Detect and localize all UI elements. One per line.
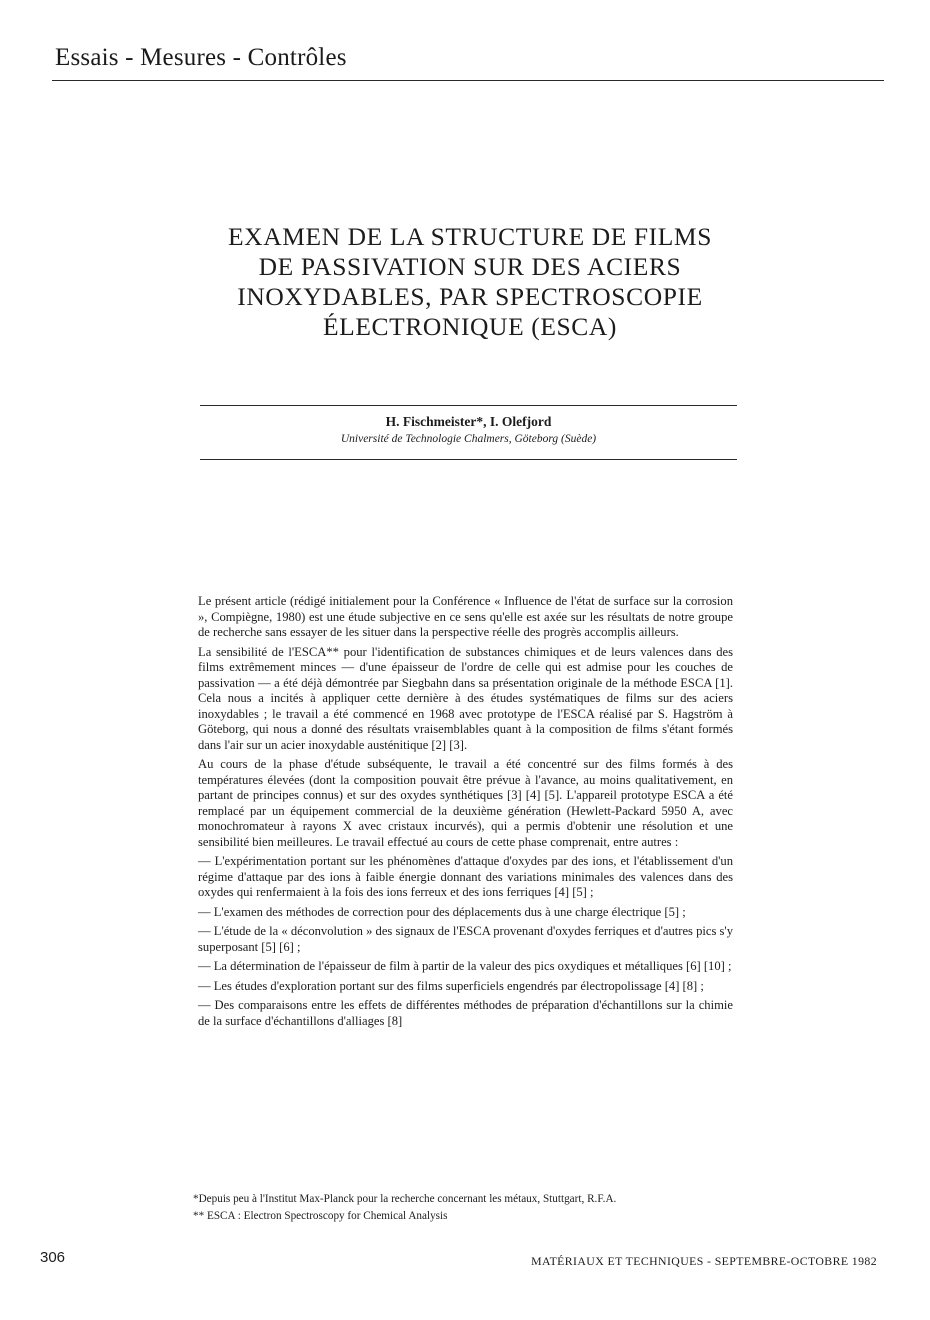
body-paragraph: Au cours de la phase d'étude subséquente, le travail a été concentré sur des films formés à des températures élevées (dont la composition pouvait être prévue à l'avance, au moins qualitativement, en partant de principes connus) et sur des oxydes synthétiques [3] [4] [5]. L'appareil prototype ESCA a été remplacé par un équipement commercial de la deuxième génération (Hewlett-Packard 5950 A, avec monochromateur à rayons X avec cristaux incurvés), qui a permis d'obtenir une résolution et une sensibilité bien meilleures. Le travail effectué au cours de cette phase comprenait, entre autres : bbox=[198, 757, 733, 849]
footnotes bbox=[193, 1191, 753, 1225]
body-paragraph: La sensibilité de l'ESCA** pour l'identification de substances chimiques et de leurs valences dans des films extrêmement minces — d'une épaisseur de l'ordre de celle qui est admise pour les couches de passivation — a été déjà démontrée par Siegbahn dans sa présentation originale de la méthode ESCA [1]. Cela nous a incités à appliquer cette dernière à des études systématiques de films sur des aciers inoxydables ; le travail a été commencé en 1968 avec prototype de l'ESCA réalisé par S. Hagström à Göteborg, qui nous a donné des résultats vraisemblables quant à la composition de films s'étant formés dans l'air sur un acier inoxydable austénitique [2] [3]. bbox=[198, 644, 733, 752]
list-item: — L'examen des méthodes de correction pour des déplacements dus à une charge électrique [5] ; bbox=[198, 904, 686, 919]
list-item: — La détermination de l'épaisseur de film à partir de la valeur des pics oxydiques et métalliques [6] [10] ; bbox=[198, 959, 732, 973]
section-header: Essais - Mesures - Contrôles bbox=[55, 44, 347, 71]
article-title bbox=[150, 222, 790, 342]
author-rule-top bbox=[200, 405, 737, 406]
header-rule bbox=[52, 80, 884, 81]
article-body bbox=[198, 594, 733, 1033]
title-line: DE PASSIVATION SUR DES ACIERS bbox=[258, 252, 682, 281]
list-item: — L'étude de la « déconvolution » des signaux de l'ESCA provenant d'oxydes ferriques et d'autres pics s'y superposant [5] [6] ; bbox=[198, 924, 733, 954]
author-rule-bottom bbox=[200, 459, 737, 460]
list-item: — L'expérimentation portant sur les phénomènes d'attaque d'oxydes par des ions, et l'établissement d'un régime d'attaque par des ions à faible énergie donnant des variations minimales des valences dans des oxydes qui renfermaient à la fois des ions ferreux et des ions ferriques [4] [5] ; bbox=[198, 854, 733, 899]
body-paragraph: Le présent article (rédigé initialement pour la Conférence « Influence de l'état de surface sur la corrosion », Compiègne, 1980) est une étude subjective en ce sens qu'elle est axée sur les résultats de notre groupe de recherche sans essayer de les situer dans la perspective réelle des progrès accomplis ailleurs. bbox=[198, 594, 733, 639]
page-number: 306 bbox=[40, 1249, 66, 1266]
title-line: INOXYDABLES, PAR SPECTROSCOPIE bbox=[237, 282, 703, 311]
list-item: — Des comparaisons entre les effets de différentes méthodes de préparation d'échantillons sur la chimie de la surface d'échantillons d'alliages [8] bbox=[198, 998, 733, 1028]
journal-footer: MATÉRIAUX ET TECHNIQUES - SEPTEMBRE-OCTOBRE 1982 bbox=[531, 1254, 877, 1268]
list-item: — Les études d'exploration portant sur des films superficiels engendrés par électropolissage [4] [8] ; bbox=[198, 978, 704, 993]
title-line: EXAMEN DE LA STRUCTURE DE FILMS bbox=[228, 222, 712, 251]
footnote: *Depuis peu à l'Institut Max-Planck pour la recherche concernant les métaux, Stuttgart, R.F.A. bbox=[193, 1193, 617, 1205]
footnote: ** ESCA : Electron Spectroscopy for Chemical Analysis bbox=[193, 1210, 448, 1222]
affiliation: Université de Technologie Chalmers, Göteborg (Suède) bbox=[340, 433, 597, 445]
authors: H. Fischmeister*, I. Olefjord bbox=[385, 414, 552, 429]
title-line: ÉLECTRONIQUE (ESCA) bbox=[323, 312, 617, 341]
